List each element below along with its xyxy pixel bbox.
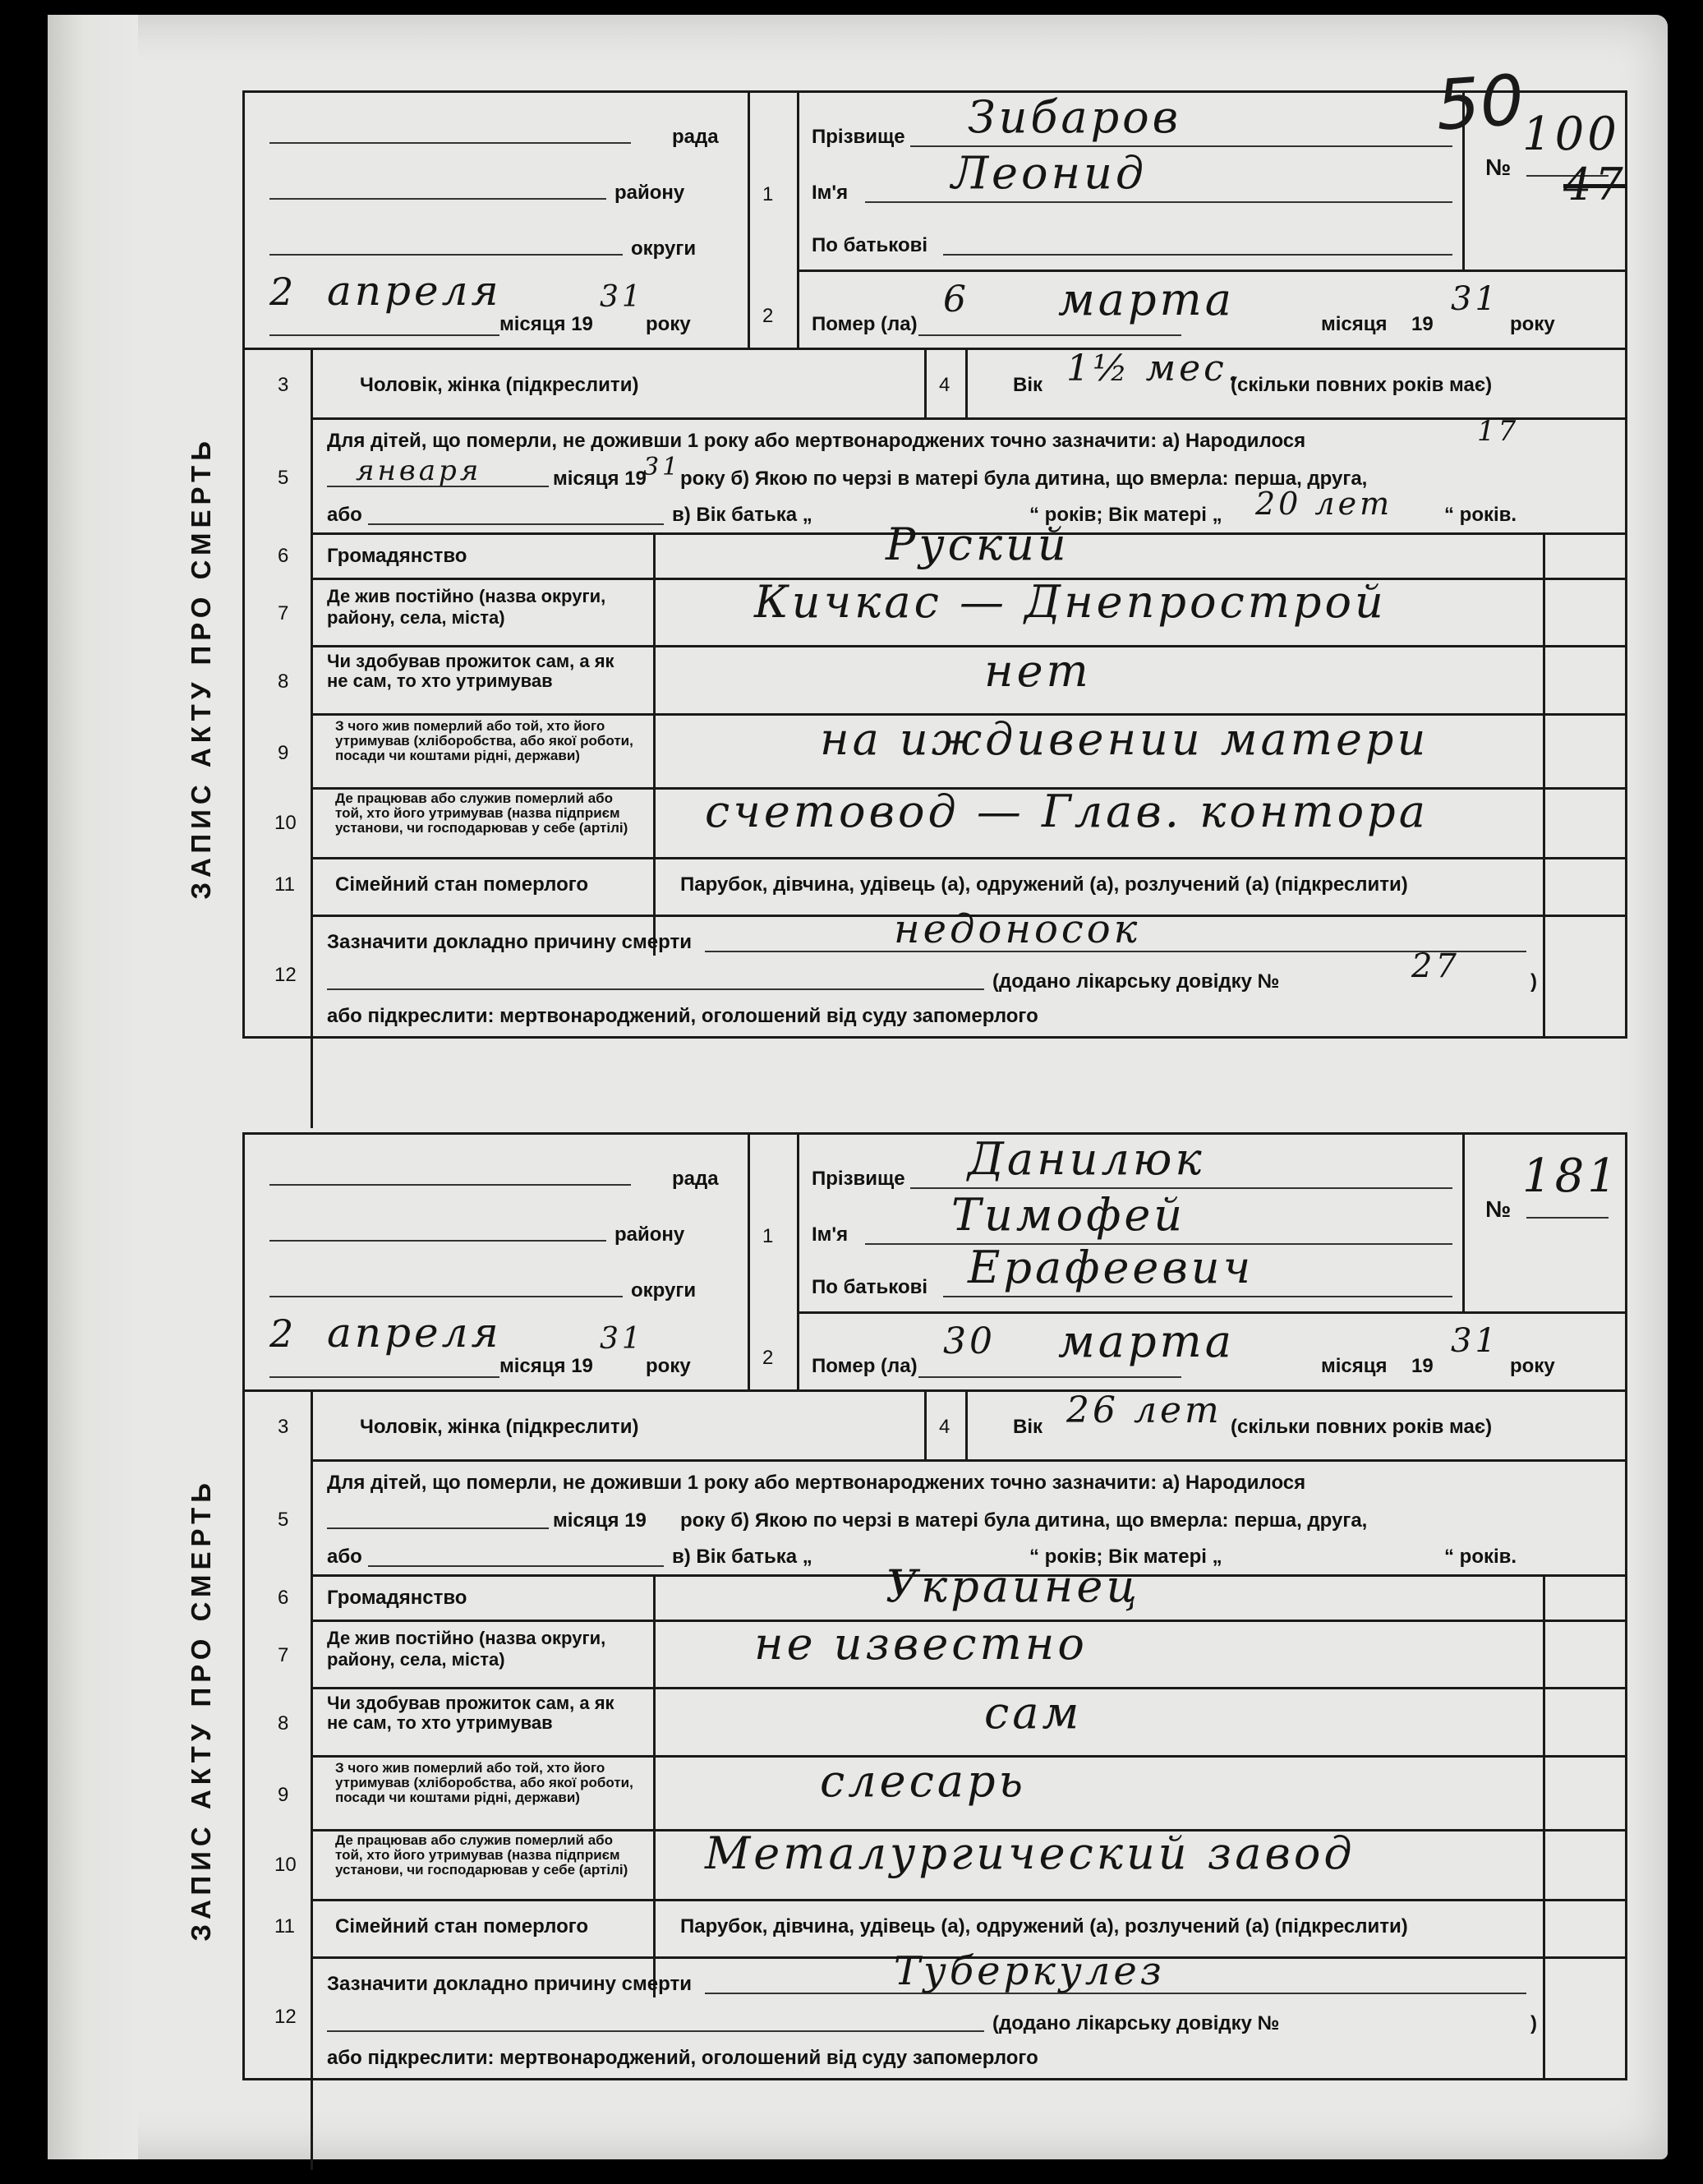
form-rule	[924, 348, 927, 417]
field-death-roku: року	[1510, 313, 1555, 335]
form-rule	[269, 254, 623, 256]
income-value: на иждивении матери	[820, 713, 1429, 765]
marital-options: Парубок, дівчина, удівець (а), одружений (а), розлучений (а) (підкреслити)	[680, 873, 1408, 896]
row-number: 11	[274, 1915, 295, 1937]
form-rule	[1462, 1135, 1465, 1311]
form-rule	[327, 1527, 549, 1529]
age-value: 1½ мес.	[1066, 348, 1242, 389]
stillborn-label: або підкреслити: мертвонароджений, оголошений від суду запомерлого	[327, 2047, 1038, 2069]
name-label: Ім'я	[812, 1223, 849, 1246]
patronymic-label: По батькові	[812, 1276, 928, 1298]
form-rule	[1543, 1574, 1545, 1997]
row-number: 4	[939, 374, 950, 396]
field-death-roku: року	[1510, 1355, 1555, 1377]
death-label: Помер (ла)	[812, 1355, 918, 1377]
form-rule	[269, 1184, 631, 1186]
form-rule	[327, 486, 549, 487]
death-day: 6	[943, 279, 969, 320]
death-year: 31	[1451, 280, 1499, 318]
form-rule	[1462, 1311, 1625, 1314]
cause-label: Зазначити докладно причину смерти	[327, 931, 692, 953]
sex-label: Чоловік, жінка (підкреслити)	[360, 374, 639, 396]
form-rule	[269, 1296, 623, 1297]
form-rule	[269, 142, 631, 144]
form-rule	[797, 270, 1462, 272]
form-rule	[327, 2030, 984, 2032]
age-label: Вік	[1013, 374, 1043, 396]
patronymic-value: Ерафеевич	[968, 1242, 1254, 1293]
death-record-1	[186, 90, 1627, 1039]
registration-year-label: року	[646, 1355, 691, 1377]
row-number: 12	[274, 2006, 297, 2028]
form-rule	[269, 334, 499, 336]
death-day: 30	[943, 1320, 996, 1362]
form-rule	[918, 334, 1181, 336]
record-number: 100	[1522, 108, 1620, 161]
row-number: 3	[278, 374, 289, 396]
child-line-1: Для дітей, що померли, не доживши 1 року або мертвонароджених точно зазначити: а) Народилося	[327, 1472, 1306, 1494]
livelihood-label: Чи здобував прожиток сам, а як не сам, то хто утримував	[327, 651, 614, 691]
form-rule	[269, 198, 606, 200]
citizenship-value: Украинец	[886, 1560, 1141, 1612]
residence-value: Кичкас — Днепрострой	[754, 576, 1387, 628]
cause-label: Зазначити докладно причину смерти	[327, 1973, 692, 1995]
income-value: слесарь	[820, 1755, 1026, 1807]
row-number: 1	[762, 183, 774, 205]
form-rule	[311, 645, 1625, 647]
form-rule	[1462, 93, 1465, 270]
row-number: 7	[278, 602, 289, 624]
form-rule	[1526, 1217, 1609, 1219]
row-number: 6	[278, 545, 289, 567]
child-line-2b: року б) Якою по черзі в матері була дитина, що вмерла: перша, друга,	[680, 468, 1368, 490]
row-number: 6	[278, 1587, 289, 1609]
field-child-line3c: “ років; Вік матері „	[1029, 504, 1222, 526]
age-label: Вік	[1013, 1416, 1043, 1438]
child-line-2: місяця 19	[553, 468, 647, 490]
form-rule	[368, 523, 664, 525]
marital-label: Сімейний стан померлого	[335, 873, 589, 896]
form-rule	[269, 1376, 499, 1378]
registration-month: апреля	[327, 267, 502, 315]
residence-label: Де жив постійно (назва округи, району, села, міста)	[327, 1628, 606, 1670]
form-rule	[943, 254, 1452, 256]
form-rule	[311, 1899, 1625, 1901]
row-number: 7	[278, 1644, 289, 1666]
death-label: Помер (ла)	[812, 313, 918, 335]
row-number: 8	[278, 670, 289, 693]
row-number: 5	[278, 1509, 289, 1531]
registration-month-label: місяця 19	[499, 313, 593, 335]
raion-label: району	[614, 1223, 685, 1246]
okruha-label: округи	[631, 1279, 697, 1302]
work-value: счетовод — Глав. контора	[705, 786, 1429, 837]
form-rule	[965, 1389, 968, 1459]
death-year: 31	[1451, 1322, 1499, 1360]
citizenship-label: Громадянство	[327, 545, 467, 567]
form-rule	[245, 1389, 1625, 1392]
form-rule	[965, 348, 968, 417]
record-number-prefix: №	[1485, 1196, 1512, 1222]
name-value: Леонид	[951, 147, 1148, 199]
field-child-line3c: “ років; Вік матері „	[1029, 1546, 1222, 1568]
certificate-label: (додано лікарську довідку №	[992, 970, 1280, 993]
row-number: 3	[278, 1416, 289, 1438]
record-number: 181	[1522, 1150, 1620, 1203]
livelihood-value: нет	[984, 645, 1092, 697]
registration-month-label: місяця 19	[499, 1355, 593, 1377]
form-rule	[1543, 1956, 1545, 2078]
work-label: Де працював або служив померлий або той, хто його утримував (назва підприєм установи, чи господарював у себе (артілі)	[335, 1832, 628, 1878]
name-value: Тимофей	[951, 1189, 1186, 1241]
field-child-line3b: в) Вік батька „	[672, 1546, 812, 1568]
registration-day: 2	[269, 1311, 297, 1356]
row-number: 1	[762, 1225, 774, 1247]
form-rule	[653, 1574, 656, 1997]
form-rule	[368, 1565, 664, 1567]
record-number-struck: 47	[1563, 159, 1627, 210]
form-rule	[1543, 532, 1545, 956]
row-number: 5	[278, 467, 289, 489]
cause-value: Туберкулез	[894, 1948, 1165, 1994]
form-rule	[1462, 270, 1625, 272]
field-side-label: ЗАПИС АКТУ ПРО СМЕРТЬ	[186, 436, 216, 900]
work-label: Де працював або служив померлий або той, хто його утримував (назва підприєм установи, чи господарював у себе (артілі)	[335, 790, 628, 836]
form-rule	[943, 1296, 1452, 1297]
cause-value: недоносок	[894, 906, 1141, 952]
row-number: 10	[274, 812, 297, 834]
form-rule	[1543, 915, 1545, 1036]
form-rule	[924, 1389, 927, 1459]
form-rule	[311, 1459, 1625, 1462]
row-number: 9	[278, 742, 289, 764]
form-rule	[797, 93, 799, 348]
form-rule	[748, 93, 750, 348]
residence-label: Де жив постійно (назва округи, району, села, міста)	[327, 586, 606, 628]
child-line-2: місяця 19	[553, 1509, 647, 1532]
registration-year: 31	[600, 1322, 644, 1356]
rada-label: рада	[672, 126, 719, 148]
age-note: (скільки повних років має)	[1231, 374, 1493, 396]
citizenship-value: Руский	[886, 518, 1070, 570]
field-death-19: 19	[1411, 313, 1434, 335]
form-rule	[311, 417, 1625, 420]
row-number: 12	[274, 964, 297, 986]
surname-value: Данилюк	[968, 1133, 1205, 1185]
row-number: 4	[939, 1416, 950, 1438]
stillborn-label: або підкреслити: мертвонароджений, оголошений від суду запомерлого	[327, 1005, 1038, 1027]
mother-age: 20 лет	[1255, 486, 1393, 522]
form-rule	[797, 1311, 1462, 1314]
death-month: марта	[1058, 1315, 1235, 1367]
surname-label: Прізвище	[812, 1168, 905, 1190]
livelihood-label: Чи здобував прожиток сам, а як не сам, то хто утримував	[327, 1693, 614, 1733]
marital-label: Сімейний стан померлого	[335, 1915, 589, 1937]
field-death-19: 19	[1411, 1355, 1434, 1377]
child-line-1: Для дітей, що померли, не доживши 1 року або мертвонароджених точно зазначити: а) Народилося	[327, 430, 1306, 452]
patronymic-label: По батькові	[812, 234, 928, 256]
death-record-2	[186, 1132, 1627, 2080]
child-born-month: января	[356, 454, 482, 487]
death-month-label: місяця	[1321, 313, 1388, 335]
income-label: З чого жив померлий або той, хто його утримував (хліборобства, або якої роботи, посади чи коштами рідні, держави)	[335, 718, 633, 763]
form-rule	[311, 1687, 1625, 1689]
page-number: 50	[1433, 59, 1527, 146]
citizenship-label: Громадянство	[327, 1587, 467, 1609]
name-label: Ім'я	[812, 182, 849, 204]
side-label	[173, 298, 230, 1038]
residence-value: не известно	[754, 1618, 1088, 1670]
certificate-number: 27	[1411, 947, 1460, 985]
form-rule	[245, 348, 1625, 350]
field-cert-close: )	[1530, 2012, 1537, 2034]
death-month-label: місяця	[1321, 1355, 1388, 1377]
work-value: Металургический завод	[705, 1827, 1355, 1879]
registration-year: 31	[600, 280, 644, 314]
record-number-prefix: №	[1485, 154, 1512, 180]
marital-options: Парубок, дівчина, удівець (а), одружений (а), розлучений (а) (підкреслити)	[680, 1915, 1408, 1937]
form-rule	[865, 201, 1452, 203]
field-side-label: ЗАПИС АКТУ ПРО СМЕРТЬ	[186, 1478, 216, 1942]
registration-month: апреля	[327, 1309, 502, 1357]
side-label	[173, 1340, 230, 2080]
row-number: 9	[278, 1784, 289, 1806]
field-child-line3a: або	[327, 1546, 362, 1568]
livelihood-value: сам	[984, 1687, 1083, 1739]
field-child-line3d: “ років.	[1444, 1546, 1517, 1568]
registration-year-label: року	[646, 313, 691, 335]
form-rule	[748, 1135, 750, 1389]
form-rule	[797, 1135, 799, 1389]
form-rule	[269, 1240, 606, 1242]
surname-value: Зибаров	[968, 91, 1182, 143]
row-number: 8	[278, 1712, 289, 1735]
child-line-2b: року б) Якою по черзі в матері була дитина, що вмерла: перша, друга,	[680, 1509, 1368, 1532]
binding-edge	[48, 15, 138, 2159]
row-number: 11	[274, 873, 295, 896]
income-label: З чого жив померлий або той, хто його утримував (хліборобства, або якої роботи, посади чи коштами рідні, держави)	[335, 1760, 633, 1805]
certificate-label: (додано лікарську довідку №	[992, 2012, 1280, 2034]
registration-day: 2	[269, 270, 297, 314]
rada-label: рада	[672, 1168, 719, 1190]
form-rule	[311, 857, 1625, 859]
form-rule	[653, 532, 656, 956]
age-value: 26 лет	[1066, 1389, 1222, 1431]
okruha-label: округи	[631, 237, 697, 260]
sex-label: Чоловік, жінка (підкреслити)	[360, 1416, 639, 1438]
field-cert-close: )	[1530, 970, 1537, 993]
form-rule	[311, 1389, 313, 2170]
field-child-line3d: “ років.	[1444, 504, 1517, 526]
row-number: 10	[274, 1854, 297, 1876]
raion-label: району	[614, 182, 685, 204]
child-born-day: 17	[1477, 415, 1520, 448]
age-note: (скільки повних років має)	[1231, 1416, 1493, 1438]
form-rule	[918, 1376, 1181, 1378]
surname-label: Прізвище	[812, 126, 905, 148]
row-number: 2	[762, 1347, 774, 1369]
death-month: марта	[1058, 274, 1235, 325]
child-born-year: 31	[643, 453, 682, 481]
field-child-line3a: або	[327, 504, 362, 526]
row-number: 2	[762, 305, 774, 327]
form-rule	[311, 348, 313, 1128]
field-child-line3b: в) Вік батька „	[672, 504, 812, 526]
form-rule	[327, 988, 984, 990]
